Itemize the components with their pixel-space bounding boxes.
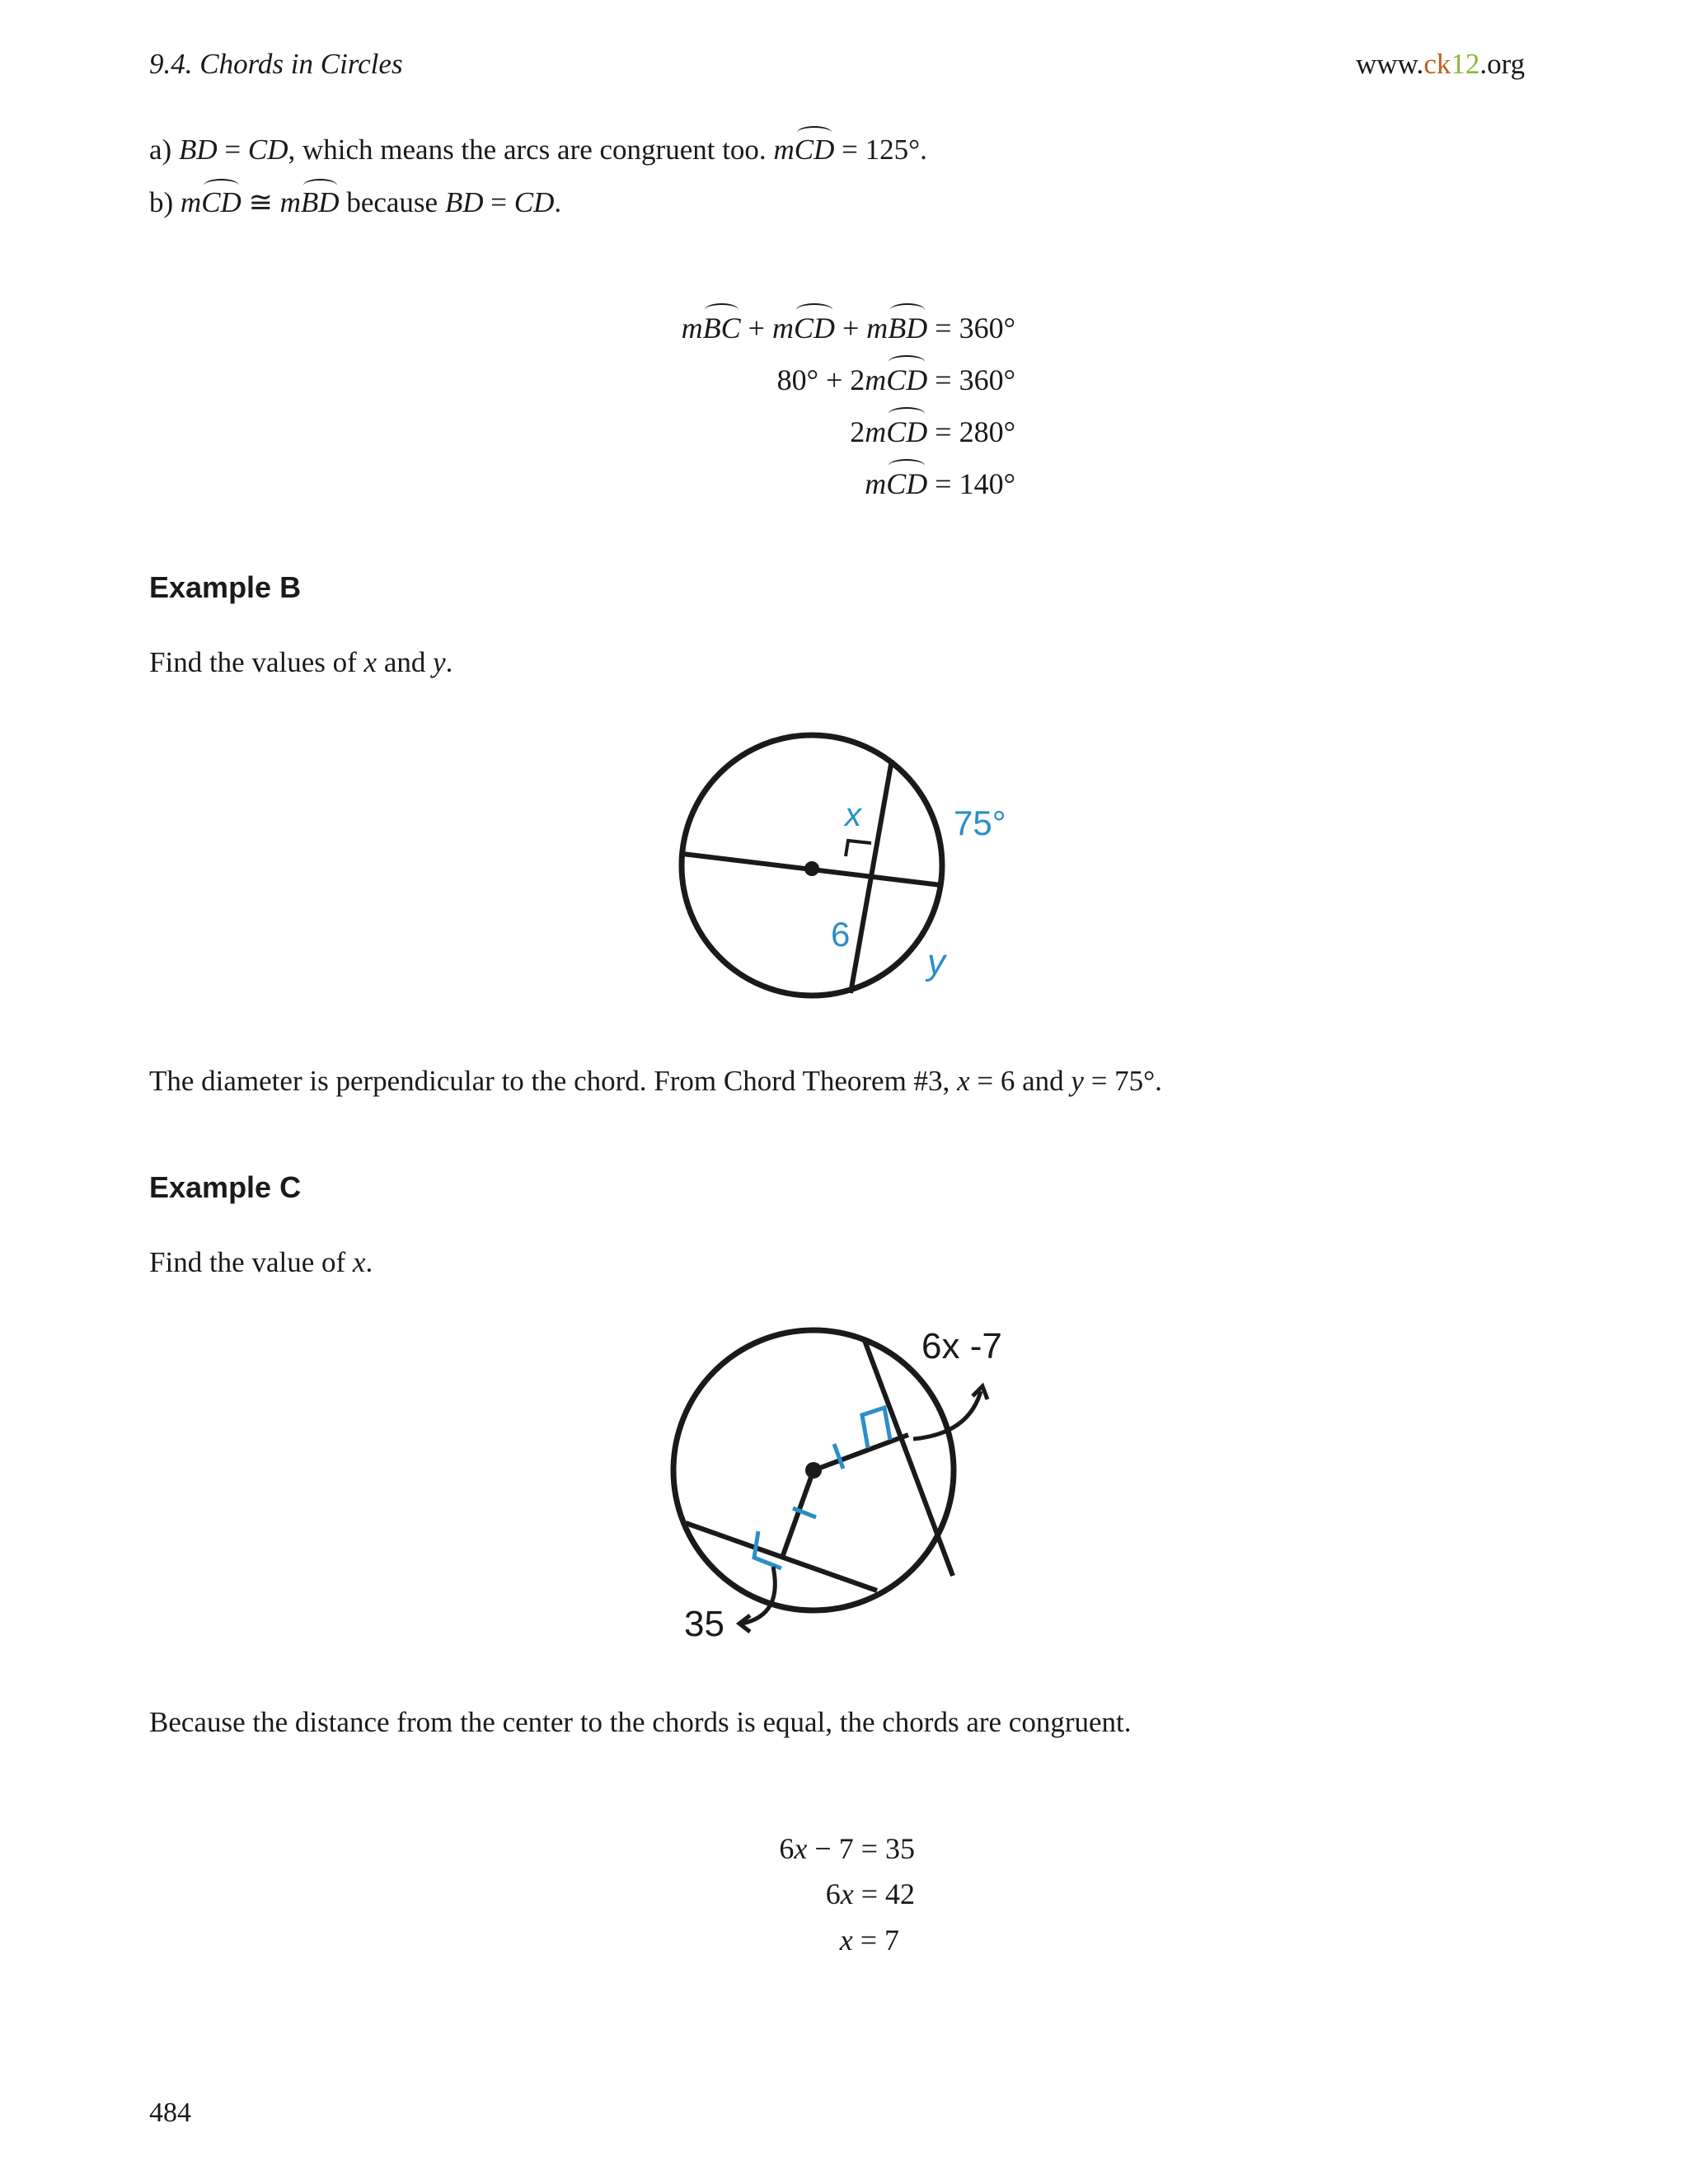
eq1-arc-cd: CD	[793, 312, 835, 344]
site-prefix: www.	[1356, 48, 1424, 80]
section-title: 9.4. Chords in Circles	[149, 48, 403, 80]
label-6: 6	[831, 915, 851, 954]
answer-a-eq: =	[217, 134, 248, 166]
label-y: y	[927, 942, 945, 982]
solve-row-2	[826, 1877, 915, 1911]
example-b-solution	[149, 1065, 1162, 1098]
example-c-heading: Example C	[149, 1170, 302, 1204]
solve2-lead: 6	[825, 1877, 841, 1910]
eq3-arc: CD	[886, 415, 928, 448]
eq2-m: m	[865, 363, 887, 396]
answer-a-m: m	[773, 134, 795, 166]
site-link[interactable]	[1356, 48, 1525, 81]
answer-b-arc1: CD	[201, 186, 241, 218]
example-b-prompt-text: Find the values of	[149, 646, 364, 678]
solve1-x: x	[794, 1832, 808, 1865]
answer-b-line	[149, 186, 561, 219]
label-75: 75°	[954, 804, 1006, 842]
eq2-rhs: = 360°	[927, 363, 1015, 396]
solve2-x: x	[840, 1877, 854, 1910]
answer-b-because: because	[339, 186, 445, 218]
site-12: 12	[1451, 48, 1480, 80]
eq1-m3: m	[866, 312, 889, 344]
site-ck: ck	[1423, 48, 1451, 80]
answer-a-bd: BD	[178, 134, 218, 166]
example-b-prompt	[149, 646, 452, 679]
example-b-sol-x: x	[957, 1065, 970, 1097]
answer-b-cd: CD	[513, 186, 555, 218]
page-number: 484	[149, 2097, 191, 2128]
example-b-heading: Example B	[149, 570, 302, 604]
eq3-m: m	[865, 415, 887, 448]
answer-a-prefix: a)	[149, 134, 179, 166]
eq1-plus1: +	[740, 312, 772, 344]
eq1-rhs: = 360°	[927, 312, 1015, 344]
answer-b-end: .	[554, 186, 562, 218]
solve1-rest: − 7 = 35	[807, 1832, 915, 1865]
answer-b-arc2: BD	[300, 186, 340, 218]
answer-b-cong: ≅	[241, 186, 280, 218]
eq4-m: m	[865, 467, 887, 500]
example-c-prompt	[149, 1246, 373, 1279]
solve-row-1	[779, 1831, 915, 1866]
example-b-sol-y: y	[1071, 1065, 1084, 1097]
eq1-m1: m	[681, 312, 703, 344]
example-c-prompt-x: x	[352, 1246, 366, 1278]
answer-a-arc: CD	[794, 134, 835, 166]
answer-a-cd: CD	[247, 134, 288, 166]
example-b-prompt-end: .	[445, 646, 453, 678]
answer-a-mid: , which means the arcs are congruent too.	[288, 134, 774, 166]
label-6x-7: 6x -7	[921, 1326, 1002, 1366]
eq2-lead: 80° + 2	[776, 363, 865, 396]
example-c-prompt-end: .	[365, 1246, 373, 1278]
solve3-x: x	[839, 1924, 853, 1957]
example-b-prompt-and: and	[377, 646, 434, 678]
arrow-top	[913, 1391, 981, 1439]
example-b-sol-y-val: = 75°.	[1083, 1065, 1162, 1097]
answer-b-m2: m	[279, 186, 301, 218]
example-c-solution: Because the distance from the center to the chords is equal, the chords are congruent.	[149, 1706, 1132, 1738]
eq1-plus2: +	[834, 312, 867, 344]
answer-b-prefix: b)	[149, 186, 181, 218]
example-b-prompt-x: x	[363, 646, 377, 678]
site-suffix: .org	[1479, 48, 1526, 80]
example-b-sol-x-val: = 6 and	[969, 1065, 1071, 1097]
label-x: x	[845, 797, 861, 833]
eq4-rhs: = 140°	[927, 467, 1015, 500]
answer-b-m1: m	[180, 186, 202, 218]
eq2-arc: CD	[886, 363, 928, 396]
eq3-lead: 2	[850, 415, 865, 448]
example-c-prompt-text: Find the value of	[149, 1246, 353, 1278]
answer-a-val: = 125°.	[834, 134, 927, 166]
eq1-m2: m	[771, 312, 794, 344]
answer-b-eq: =	[483, 186, 514, 218]
eq1-arc-bc: BC	[702, 312, 741, 344]
eq3-rhs: = 280°	[927, 415, 1015, 448]
example-b-prompt-y: y	[433, 646, 446, 678]
solve1-lead: 6	[779, 1832, 795, 1865]
eq4-arc: CD	[886, 467, 928, 500]
eq1-arc-bd: BD	[888, 312, 928, 344]
solve-row-3	[840, 1923, 899, 1957]
answer-b-bd: BD	[444, 186, 484, 218]
solve3-rest: = 7	[852, 1924, 899, 1957]
solve2-rest: = 42	[853, 1877, 915, 1910]
solve-equations	[659, 0, 915, 1978]
example-b-solution-text: The diameter is perpendicular to the chord. From Chord Theorem #3,	[149, 1065, 958, 1097]
label-35: 35	[684, 1604, 724, 1644]
